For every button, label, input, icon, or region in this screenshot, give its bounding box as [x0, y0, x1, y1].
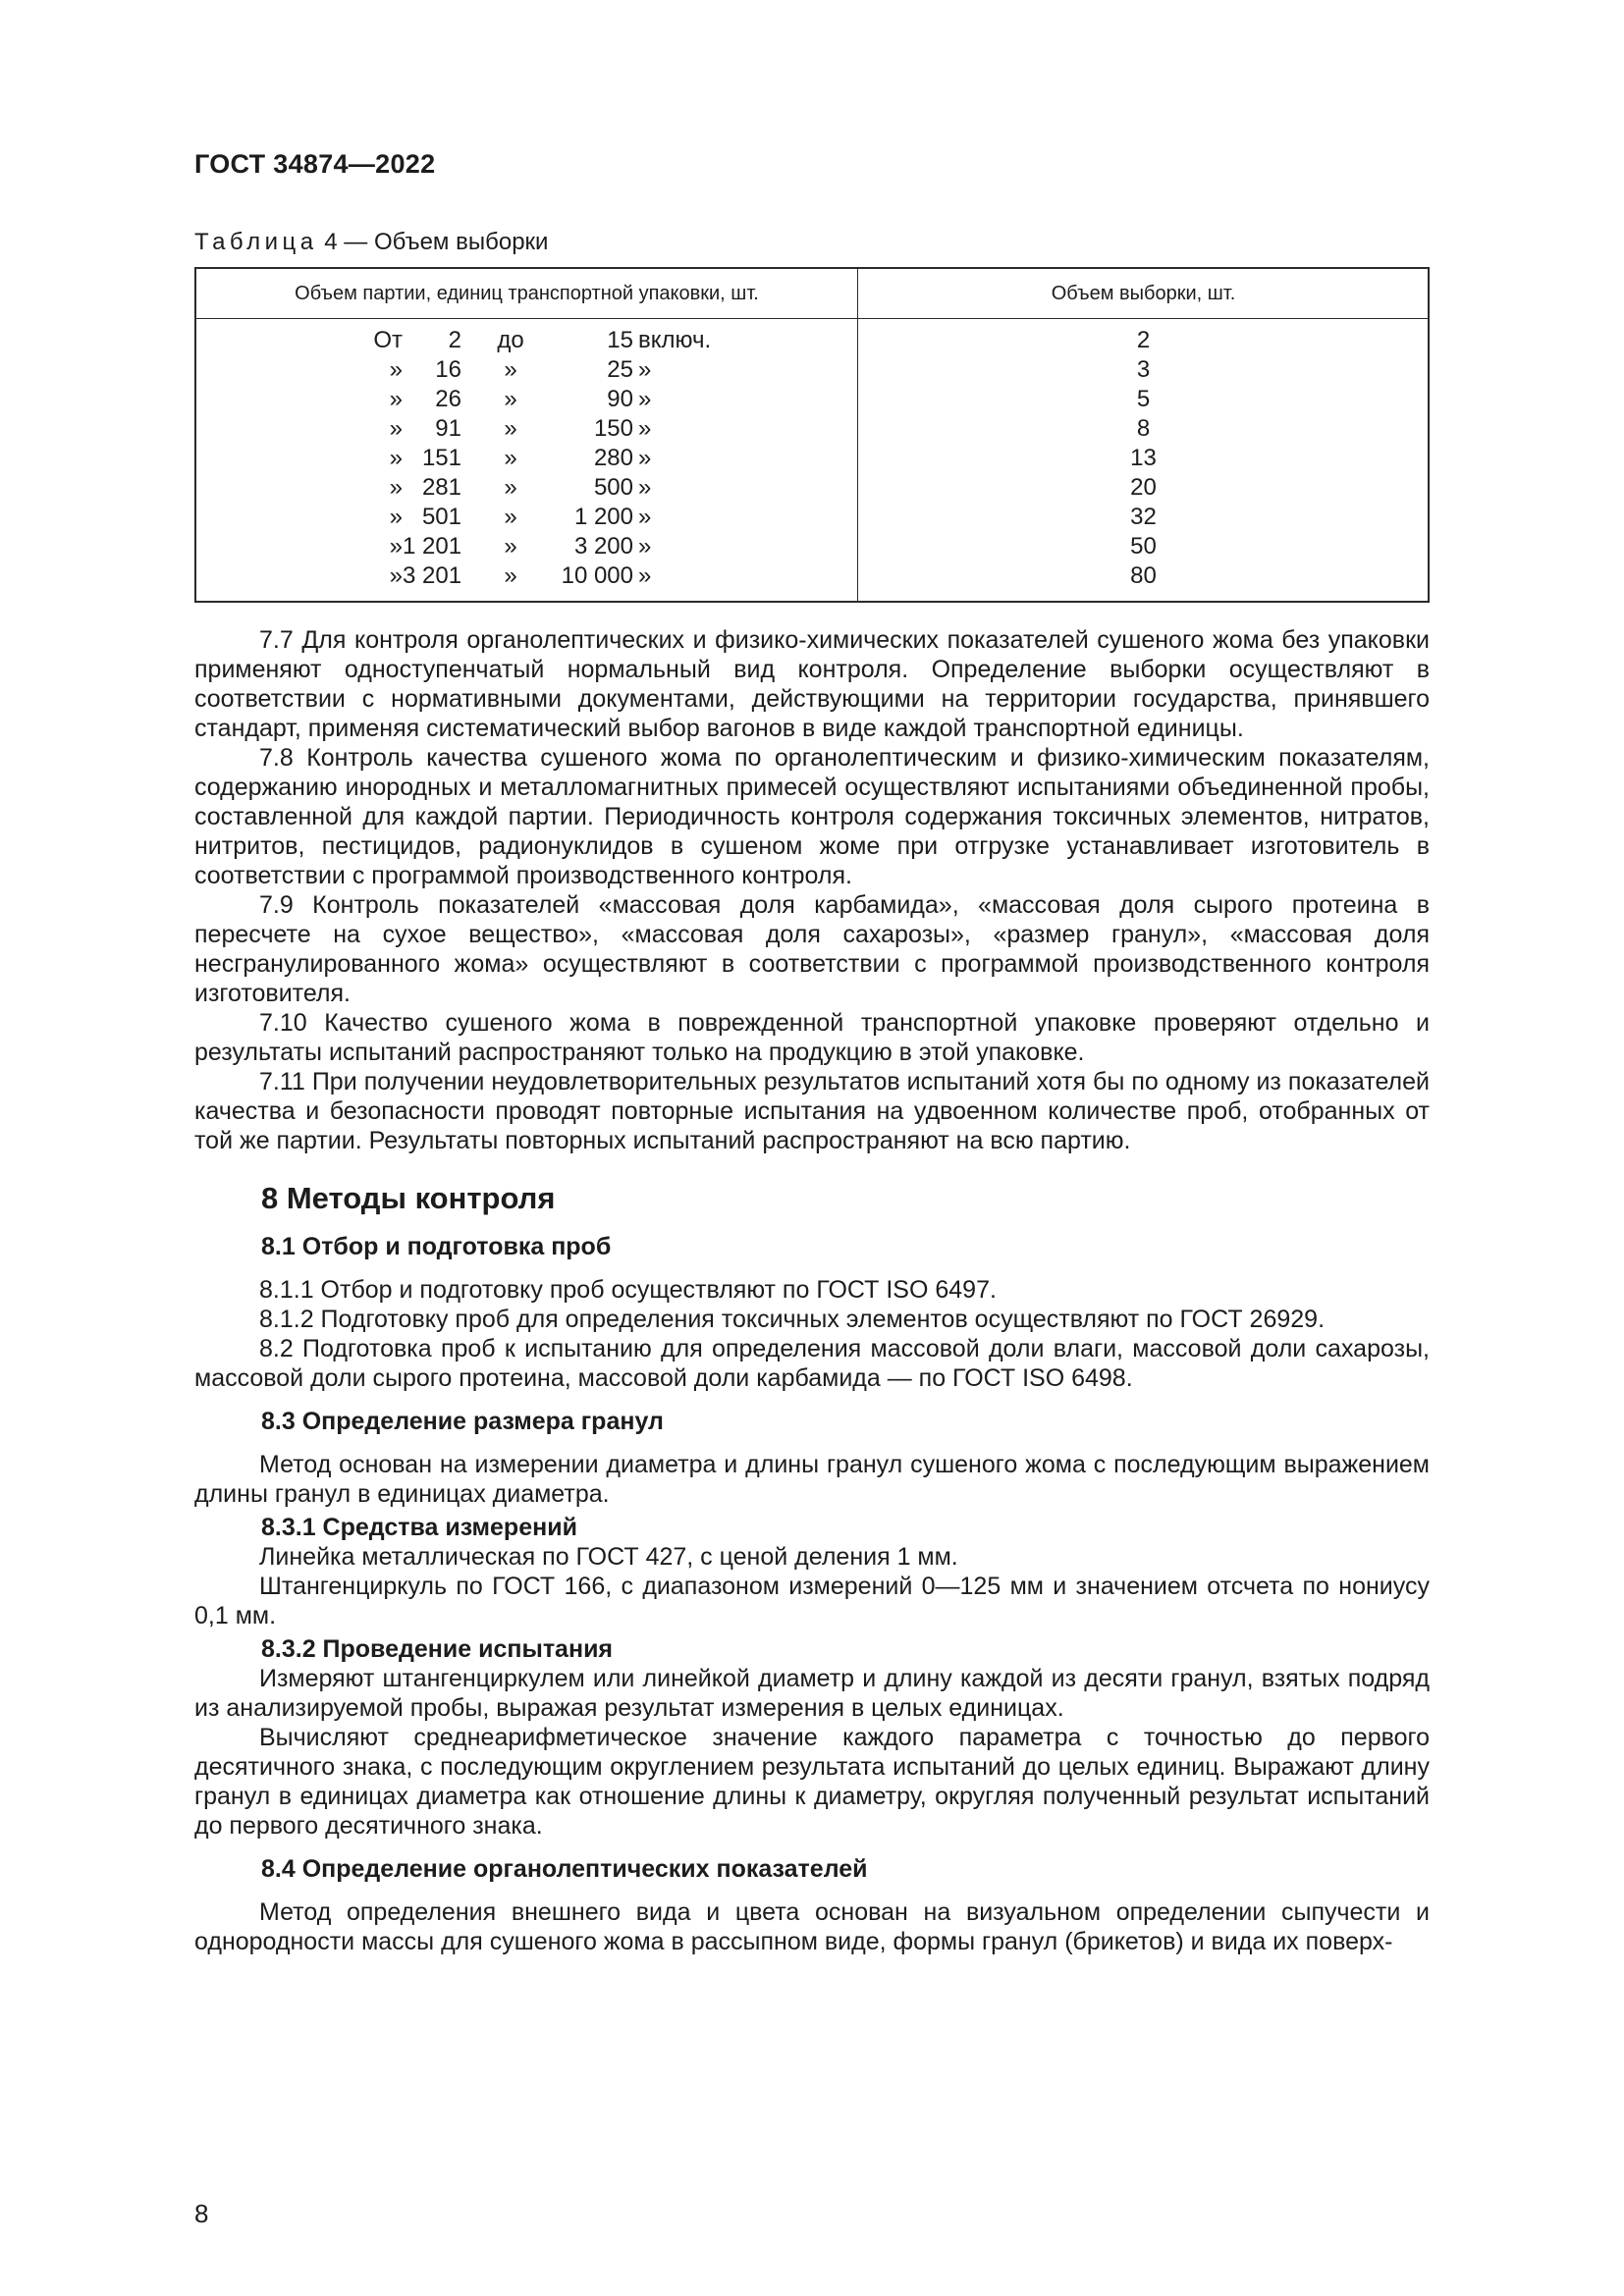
table-cell-n1: 501: [421, 504, 461, 530]
table-row: [196, 561, 1428, 591]
table-cell-a: »: [389, 533, 403, 560]
table-cell-c: »: [638, 445, 652, 471]
table-cell-n2: 500: [593, 474, 633, 501]
paragraph-8-1-1: 8.1.1 Отбор и подготовку проб осуществляют по ГОСТ ISO 6497.: [259, 1276, 997, 1304]
table-cell-n2: 90: [607, 386, 633, 412]
table-cell-v: 20: [1130, 474, 1157, 501]
table-cell-b: »: [504, 504, 517, 530]
paragraph-8-3-2-calc: Вычисляют среднеарифметическое значение каждого параметра с точностью до первого десятичного знака, с последующим округлением результата испытаний до целых единиц. Выражают длину гранул в единицах диаметра как отношение длины к диаметру, округляя полученный результат испытаний до первого десятичного знака.: [194, 1724, 1430, 1840]
paragraph-7-8: 7.8 Контроль качества сушеного жома по органолептическим и физико-химическим показателям, содержанию инородных и металломагнитных примесей осуществляют испытаниями объединенной пробы, составленной для каждой партии. Периодичность контроля содержания токсичных элементов, нитратов, нитритов, пестицидов, радионуклидов в сушеном жоме при отгрузке устанавливает изготовитель в соответствии с программой производственного контроля.: [194, 744, 1430, 889]
document-body: [194, 625, 1430, 1956]
table-header-divider: [196, 318, 1428, 319]
table-cell-v: 2: [1136, 327, 1151, 353]
table-cell-a: »: [389, 474, 403, 501]
table-cell-c: »: [638, 356, 652, 383]
paragraph-8-3-intro: Метод основан на измерении диаметра и длины гранул сушеного жома с последующим выражением длины гранул в единицах диаметра.: [194, 1451, 1430, 1508]
table-cell-c: »: [638, 415, 652, 442]
table-caption-prefix: Таблица: [194, 229, 318, 255]
table-cell-a: »: [389, 504, 403, 530]
table-cell-c: »: [638, 504, 652, 530]
table-cell-b: »: [504, 445, 517, 471]
table-cell-n1: 16: [435, 356, 461, 383]
table-cell-b: »: [504, 386, 517, 412]
table-cell-c: »: [638, 562, 652, 589]
table-cell-v: 8: [1136, 415, 1151, 442]
paragraph-8-2: 8.2 Подготовка проб к испытанию для определения массовой доли влаги, массовой доли сахарозы, массовой доли сырого протеина, массовой доли карбамида — по ГОСТ ISO 6498.: [194, 1335, 1430, 1392]
table-cell-v: 80: [1130, 562, 1157, 589]
table-cell-n2: 10 000: [561, 562, 633, 589]
paragraph-7-10: 7.10 Качество сушеного жома в поврежденной транспортной упаковке проверяют отдельно и результаты испытаний распространяют только на продукцию в этой упаковке.: [194, 1009, 1430, 1066]
paragraph-8-3-1-caliper: Штангенциркуль по ГОСТ 166, с диапазоном измерений 0—125 мм и значением отсчета по нониусу 0,1 мм.: [194, 1573, 1430, 1629]
table-cell-v: 5: [1136, 386, 1151, 412]
table-cell-b: »: [504, 415, 517, 442]
table-cell-v: 32: [1130, 504, 1157, 530]
table-row: [196, 414, 1428, 444]
table-cell-n2: 1 200: [573, 504, 633, 530]
table-row: [196, 355, 1428, 385]
table-row: [196, 532, 1428, 561]
paragraph-8-3-1-ruler: Линейка металлическая по ГОСТ 427, с ценой деления 1 мм.: [259, 1543, 958, 1571]
table-caption: [194, 228, 548, 257]
page-number: 8: [194, 2199, 209, 2228]
table-cell-n1: 2: [448, 327, 461, 353]
table-cell-n2: 150: [593, 415, 633, 442]
table-cell-b: до: [497, 327, 524, 353]
table-cell-v: 13: [1130, 445, 1157, 471]
table-row: [196, 444, 1428, 473]
paragraph-8-4: Метод определения внешнего вида и цвета основан на визуальном определении сыпучести и однородности массы для сушеного жома в рассыпном виде, формы гранул (брикетов) и вида их поверх-: [194, 1898, 1430, 1955]
paragraph-8-1-2: 8.1.2 Подготовку проб для определения токсичных элементов осуществляют по ГОСТ 26929.: [259, 1306, 1326, 1333]
table-cell-a: От: [373, 327, 403, 353]
table-row: [196, 326, 1428, 355]
table-row: [196, 473, 1428, 503]
table-cell-a: »: [389, 562, 403, 589]
table-row: [196, 503, 1428, 532]
table-cell-v: 50: [1130, 533, 1157, 560]
paragraph-7-11: 7.11 При получении неудовлетворительных результатов испытаний хотя бы по одному из показателей качества и безопасности проводят повторные испытания на удвоенном количестве проб, отобранных от той же партии. Результаты повторных испытаний распространяют на всю партию.: [194, 1068, 1430, 1154]
table-cell-n2: 3 200: [573, 533, 633, 560]
table-cell-a: »: [389, 356, 403, 383]
section-8-4-heading: 8.4 Определение органолептических показателей: [261, 1855, 868, 1883]
table-cell-n1: 91: [435, 415, 461, 442]
table-cell-b: »: [504, 533, 517, 560]
table-header-lot-size: Объем партии, единиц транспортной упаковки, шт.: [295, 283, 759, 304]
table-cell-n1: 26: [435, 386, 461, 412]
table-cell-c: »: [638, 386, 652, 412]
table-cell-a: »: [389, 415, 403, 442]
table-cell-v: 3: [1136, 356, 1151, 383]
section-8-3-2-heading: 8.3.2 Проведение испытания: [261, 1635, 614, 1663]
table-cell-c: включ.: [638, 327, 712, 353]
table-cell-b: »: [504, 474, 517, 501]
paragraph-7-9: 7.9 Контроль показателей «массовая доля карбамида», «массовая доля сырого протеина в пересчете на сухое вещество», «массовая доля сахарозы», «размер гранул», «массовая доля несгранулированного жома» осуществляют в соответствии с программой производственного контроля изготовителя.: [194, 891, 1430, 1007]
section-8-heading: 8 Методы контроля: [261, 1181, 556, 1215]
table-caption-title: 4 — Объем выборки: [317, 229, 549, 255]
table-cell-c: »: [638, 533, 652, 560]
table-cell-b: »: [504, 356, 517, 383]
table-cell-n1: 281: [421, 474, 461, 501]
section-8-1-heading: 8.1 Отбор и подготовка проб: [261, 1233, 612, 1260]
table-cell-n2: 25: [607, 356, 633, 383]
table-cell-n2: 15: [607, 327, 633, 353]
table-cell-a: »: [389, 445, 403, 471]
table-cell-n2: 280: [593, 445, 633, 471]
section-8-3-heading: 8.3 Определение размера гранул: [261, 1408, 664, 1435]
table-cell-n1: 3 201: [403, 562, 462, 589]
table-row: [196, 385, 1428, 414]
table-cell-a: »: [389, 386, 403, 412]
paragraph-8-3-2-measure: Измеряют штангенциркулем или линейкой диаметр и длину каждой из десяти гранул, взятых подряд из анализируемой пробы, выражая результат измерения в целых единицах.: [194, 1665, 1430, 1722]
table-cell-b: »: [504, 562, 517, 589]
sample-size-table: [194, 267, 1430, 603]
table-body: [196, 326, 1428, 591]
table-header-sample-size: Объем выборки, шт.: [1051, 283, 1236, 304]
section-8-3-1-heading: 8.3.1 Средства измерений: [261, 1514, 577, 1541]
paragraph-7-7: 7.7 Для контроля органолептических и физико-химических показателей сушеного жома без упаковки применяют одноступенчатый нормальный вид контроля. Определение выборки осуществляют в соответствии с нормативными документами, действующими на территории государства, принявшего стандарт, применяя систематический выбор вагонов в виде каждой транспортной единицы.: [194, 626, 1430, 742]
table-cell-n1: 151: [421, 445, 461, 471]
document-header: ГОСТ 34874—2022: [194, 149, 436, 179]
table-cell-n1: 1 201: [403, 533, 462, 560]
table-cell-c: »: [638, 474, 652, 501]
